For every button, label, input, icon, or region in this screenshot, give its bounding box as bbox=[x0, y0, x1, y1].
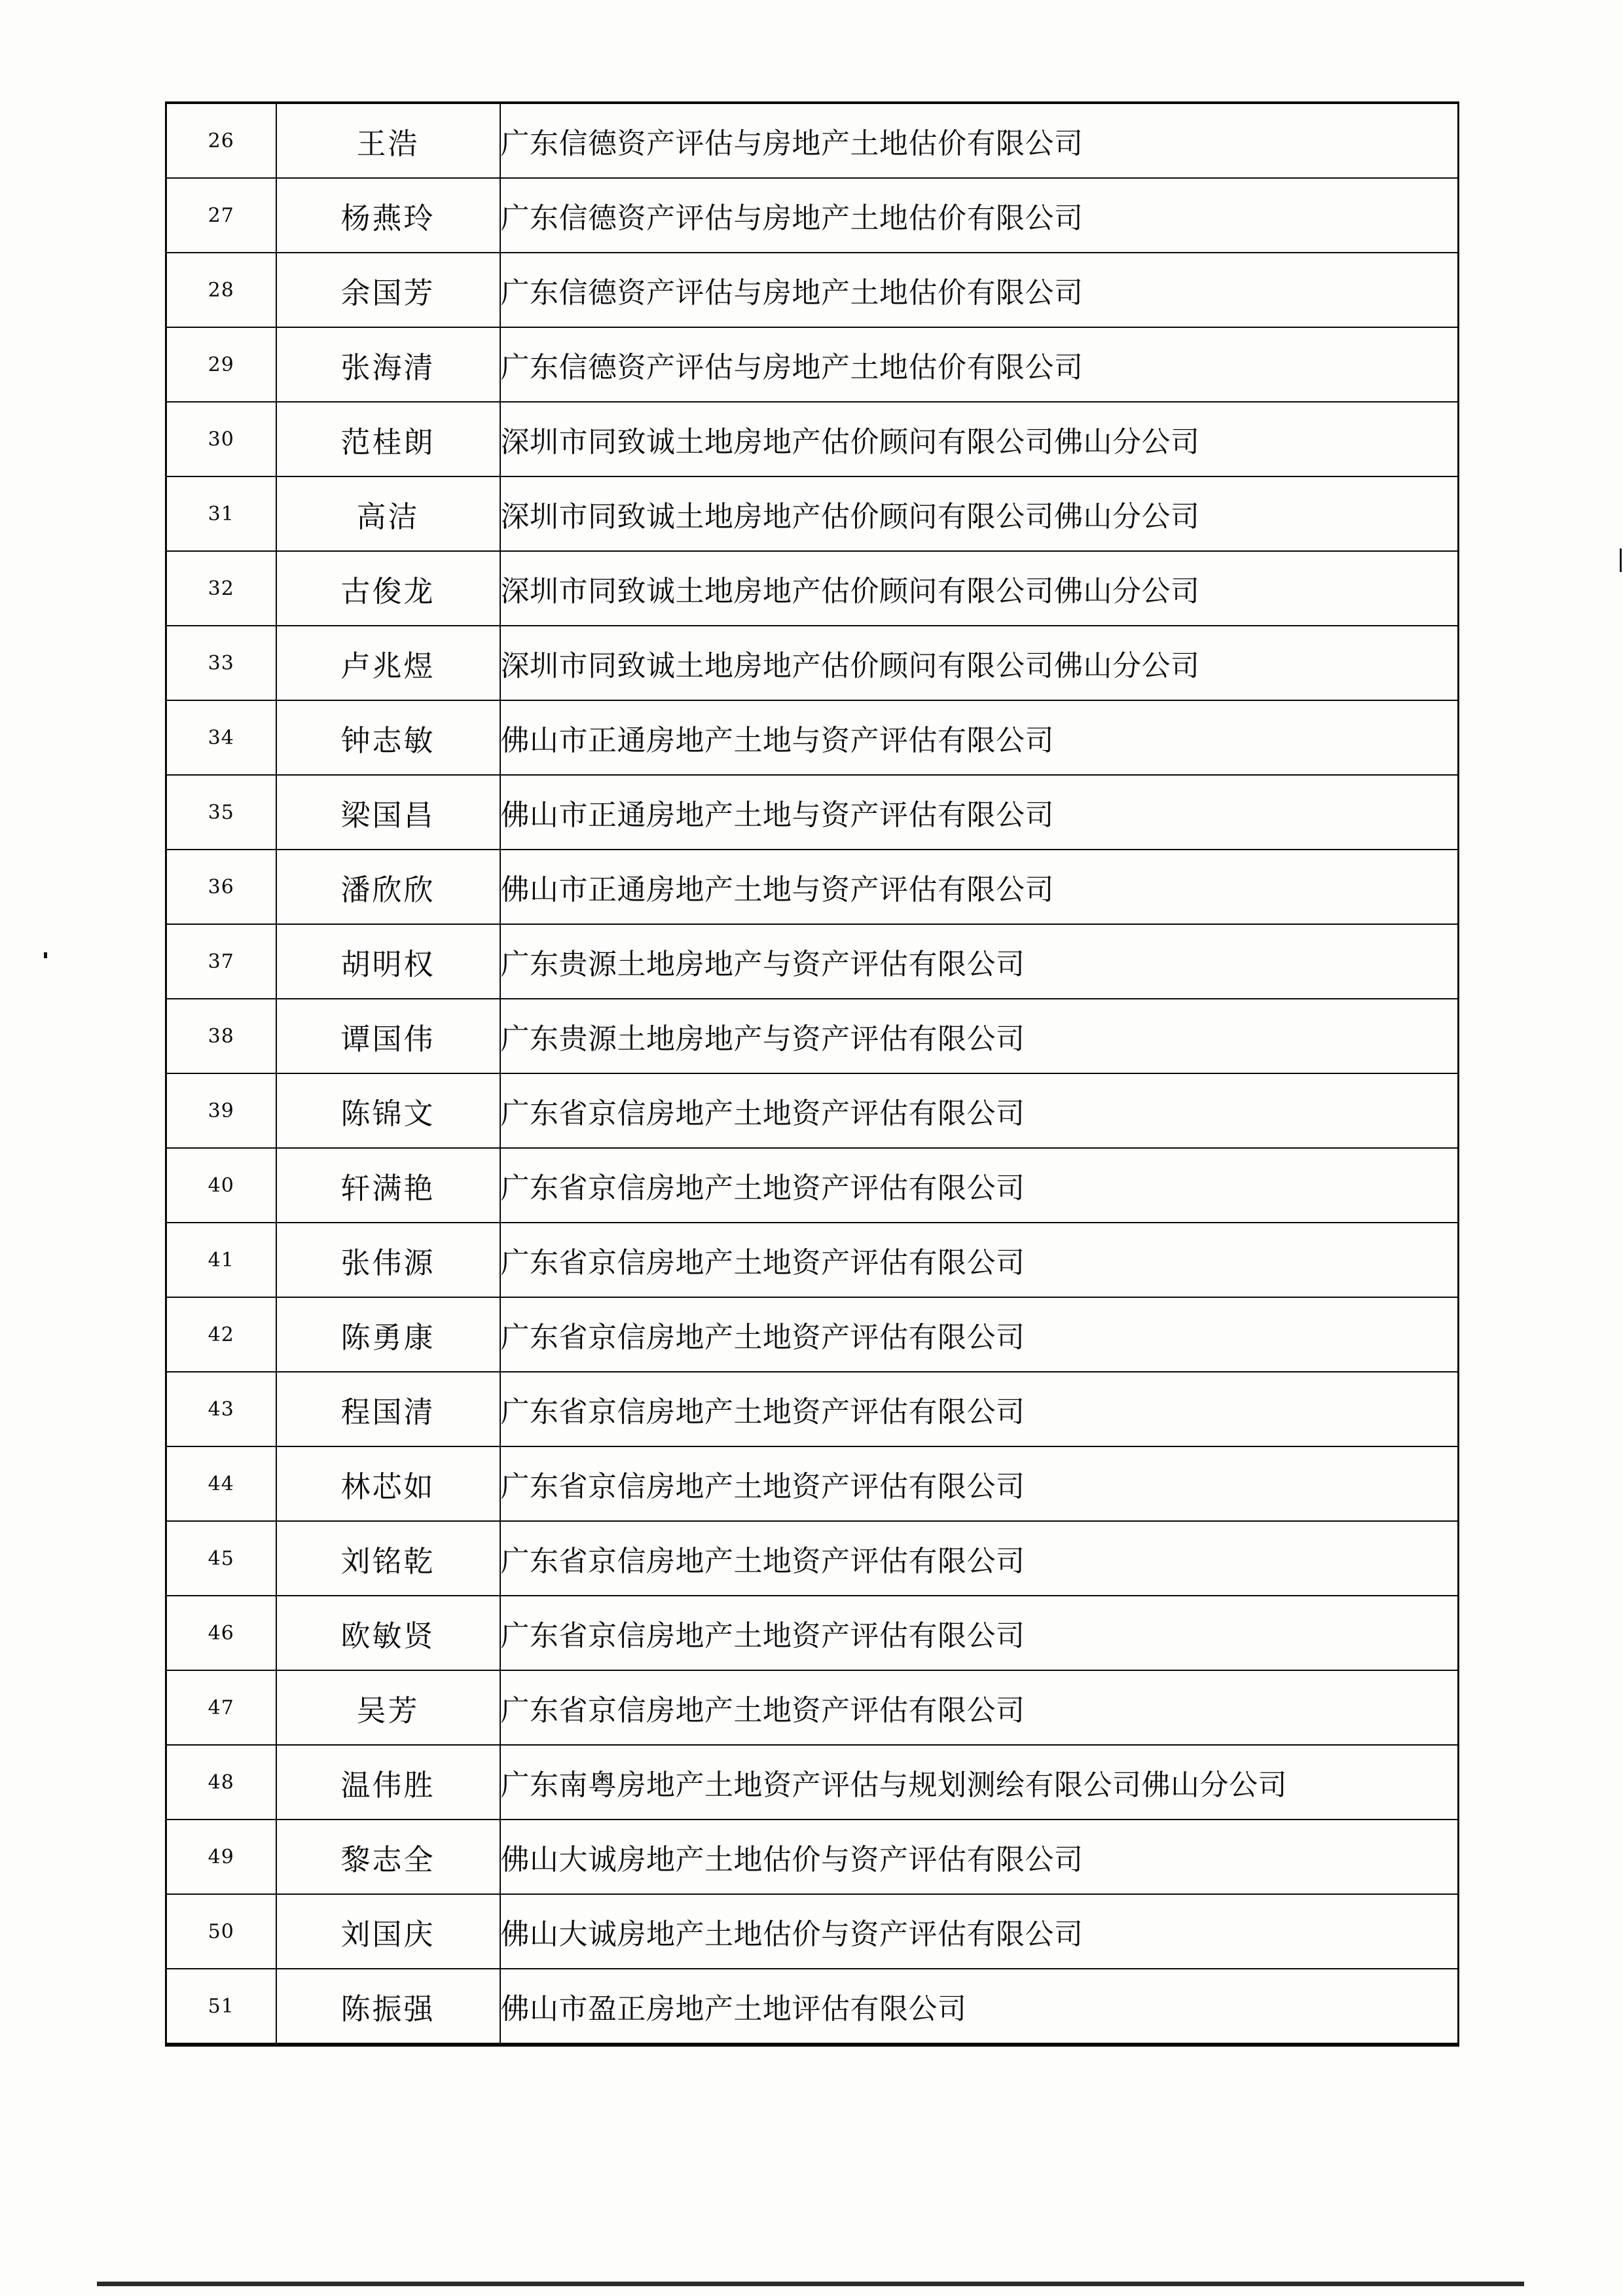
table-row bbox=[166, 1073, 1459, 1148]
row-index-cell: 32 bbox=[166, 551, 276, 626]
company-name-cell: 佛山市正通房地产土地与资产评估有限公司 bbox=[500, 700, 1459, 775]
row-index-cell: 35 bbox=[166, 775, 276, 850]
table-row bbox=[166, 253, 1459, 327]
person-name-cell: 程国清 bbox=[276, 1372, 500, 1446]
table-row bbox=[166, 700, 1459, 775]
table-row bbox=[166, 178, 1459, 253]
person-name-cell: 余国芳 bbox=[276, 253, 500, 327]
person-name-cell: 谭国伟 bbox=[276, 999, 500, 1073]
table-row bbox=[166, 1148, 1459, 1223]
company-name-cell: 广东省京信房地产土地资产评估有限公司 bbox=[500, 1670, 1459, 1745]
row-index-cell: 37 bbox=[166, 924, 276, 999]
table-row bbox=[166, 1969, 1459, 2045]
person-name-cell: 欧敏贤 bbox=[276, 1596, 500, 1670]
table-row bbox=[166, 626, 1459, 700]
row-index-cell: 48 bbox=[166, 1745, 276, 1820]
row-index-cell: 26 bbox=[166, 103, 276, 178]
company-name-cell: 广东信德资产评估与房地产土地估价有限公司 bbox=[500, 327, 1459, 402]
row-index-cell: 45 bbox=[166, 1521, 276, 1596]
person-name-cell: 温伟胜 bbox=[276, 1745, 500, 1820]
roster-table-body bbox=[166, 103, 1459, 2045]
row-index-cell: 51 bbox=[166, 1969, 276, 2045]
company-name-cell: 广东省京信房地产土地资产评估有限公司 bbox=[500, 1073, 1459, 1148]
company-name-cell: 佛山大诚房地产土地估价与资产评估有限公司 bbox=[500, 1894, 1459, 1969]
company-name-cell: 广东省京信房地产土地资产评估有限公司 bbox=[500, 1446, 1459, 1521]
row-index-cell: 46 bbox=[166, 1596, 276, 1670]
person-name-cell: 高洁 bbox=[276, 476, 500, 551]
row-index-cell: 33 bbox=[166, 626, 276, 700]
person-name-cell: 张伟源 bbox=[276, 1223, 500, 1297]
company-name-cell: 广东信德资产评估与房地产土地估价有限公司 bbox=[500, 253, 1459, 327]
row-index-cell: 40 bbox=[166, 1148, 276, 1223]
row-index-cell: 27 bbox=[166, 178, 276, 253]
person-name-cell: 卢兆煜 bbox=[276, 626, 500, 700]
person-name-cell: 潘欣欣 bbox=[276, 850, 500, 924]
person-name-cell: 陈振强 bbox=[276, 1969, 500, 2045]
scan-bottom-strip bbox=[97, 2282, 1524, 2286]
table-row bbox=[166, 775, 1459, 850]
company-name-cell: 深圳市同致诚土地房地产估价顾问有限公司佛山分公司 bbox=[500, 626, 1459, 700]
table-row bbox=[166, 1521, 1459, 1596]
table-row bbox=[166, 1894, 1459, 1969]
company-name-cell: 广东省京信房地产土地资产评估有限公司 bbox=[500, 1297, 1459, 1372]
table-row bbox=[166, 476, 1459, 551]
company-name-cell: 广东信德资产评估与房地产土地估价有限公司 bbox=[500, 178, 1459, 253]
person-name-cell: 黎志全 bbox=[276, 1820, 500, 1894]
row-index-cell: 49 bbox=[166, 1820, 276, 1894]
table-row bbox=[166, 103, 1459, 178]
person-name-cell: 范桂朗 bbox=[276, 402, 500, 476]
person-name-cell: 吴芳 bbox=[276, 1670, 500, 1745]
row-index-cell: 36 bbox=[166, 850, 276, 924]
company-name-cell: 佛山大诚房地产土地估价与资产评估有限公司 bbox=[500, 1820, 1459, 1894]
table-row bbox=[166, 551, 1459, 626]
table-row bbox=[166, 850, 1459, 924]
table-row bbox=[166, 1372, 1459, 1446]
person-name-cell: 刘国庆 bbox=[276, 1894, 500, 1969]
company-name-cell: 广东省京信房地产土地资产评估有限公司 bbox=[500, 1148, 1459, 1223]
roster-table bbox=[165, 101, 1459, 2047]
row-index-cell: 39 bbox=[166, 1073, 276, 1148]
row-index-cell: 34 bbox=[166, 700, 276, 775]
row-index-cell: 47 bbox=[166, 1670, 276, 1745]
company-name-cell: 广东省京信房地产土地资产评估有限公司 bbox=[500, 1223, 1459, 1297]
company-name-cell: 深圳市同致诚土地房地产估价顾问有限公司佛山分公司 bbox=[500, 476, 1459, 551]
table-row bbox=[166, 1446, 1459, 1521]
company-name-cell: 佛山市盈正房地产土地评估有限公司 bbox=[500, 1969, 1459, 2045]
person-name-cell: 杨燕玲 bbox=[276, 178, 500, 253]
company-name-cell: 深圳市同致诚土地房地产估价顾问有限公司佛山分公司 bbox=[500, 402, 1459, 476]
person-name-cell: 梁国昌 bbox=[276, 775, 500, 850]
table-row bbox=[166, 1745, 1459, 1820]
person-name-cell: 张海清 bbox=[276, 327, 500, 402]
row-index-cell: 28 bbox=[166, 253, 276, 327]
person-name-cell: 陈锦文 bbox=[276, 1073, 500, 1148]
person-name-cell: 林芯如 bbox=[276, 1446, 500, 1521]
table-row bbox=[166, 1223, 1459, 1297]
company-name-cell: 佛山市正通房地产土地与资产评估有限公司 bbox=[500, 850, 1459, 924]
row-index-cell: 42 bbox=[166, 1297, 276, 1372]
company-name-cell: 广东贵源土地房地产与资产评估有限公司 bbox=[500, 999, 1459, 1073]
person-name-cell: 轩满艳 bbox=[276, 1148, 500, 1223]
person-name-cell: 古俊龙 bbox=[276, 551, 500, 626]
table-row bbox=[166, 1297, 1459, 1372]
table-row bbox=[166, 1596, 1459, 1670]
company-name-cell: 广东南粤房地产土地资产评估与规划测绘有限公司佛山分公司 bbox=[500, 1745, 1459, 1820]
person-name-cell: 钟志敏 bbox=[276, 700, 500, 775]
person-name-cell: 胡明权 bbox=[276, 924, 500, 999]
company-name-cell: 广东省京信房地产土地资产评估有限公司 bbox=[500, 1596, 1459, 1670]
row-index-cell: 31 bbox=[166, 476, 276, 551]
table-row bbox=[166, 327, 1459, 402]
row-index-cell: 43 bbox=[166, 1372, 276, 1446]
company-name-cell: 广东省京信房地产土地资产评估有限公司 bbox=[500, 1521, 1459, 1596]
table-row bbox=[166, 999, 1459, 1073]
scan-edge-mark bbox=[1620, 548, 1622, 572]
table-row bbox=[166, 1670, 1459, 1745]
company-name-cell: 深圳市同致诚土地房地产估价顾问有限公司佛山分公司 bbox=[500, 551, 1459, 626]
row-index-cell: 44 bbox=[166, 1446, 276, 1521]
row-index-cell: 30 bbox=[166, 402, 276, 476]
row-index-cell: 50 bbox=[166, 1894, 276, 1969]
table-row bbox=[166, 402, 1459, 476]
person-name-cell: 陈勇康 bbox=[276, 1297, 500, 1372]
company-name-cell: 广东省京信房地产土地资产评估有限公司 bbox=[500, 1372, 1459, 1446]
row-index-cell: 38 bbox=[166, 999, 276, 1073]
company-name-cell: 广东信德资产评估与房地产土地估价有限公司 bbox=[500, 103, 1459, 178]
person-name-cell: 刘铭乾 bbox=[276, 1521, 500, 1596]
company-name-cell: 佛山市正通房地产土地与资产评估有限公司 bbox=[500, 775, 1459, 850]
company-name-cell: 广东贵源土地房地产与资产评估有限公司 bbox=[500, 924, 1459, 999]
table-row bbox=[166, 1820, 1459, 1894]
row-index-cell: 29 bbox=[166, 327, 276, 402]
table-row bbox=[166, 924, 1459, 999]
person-name-cell: 王浩 bbox=[276, 103, 500, 178]
scan-speck bbox=[44, 952, 47, 958]
row-index-cell: 41 bbox=[166, 1223, 276, 1297]
